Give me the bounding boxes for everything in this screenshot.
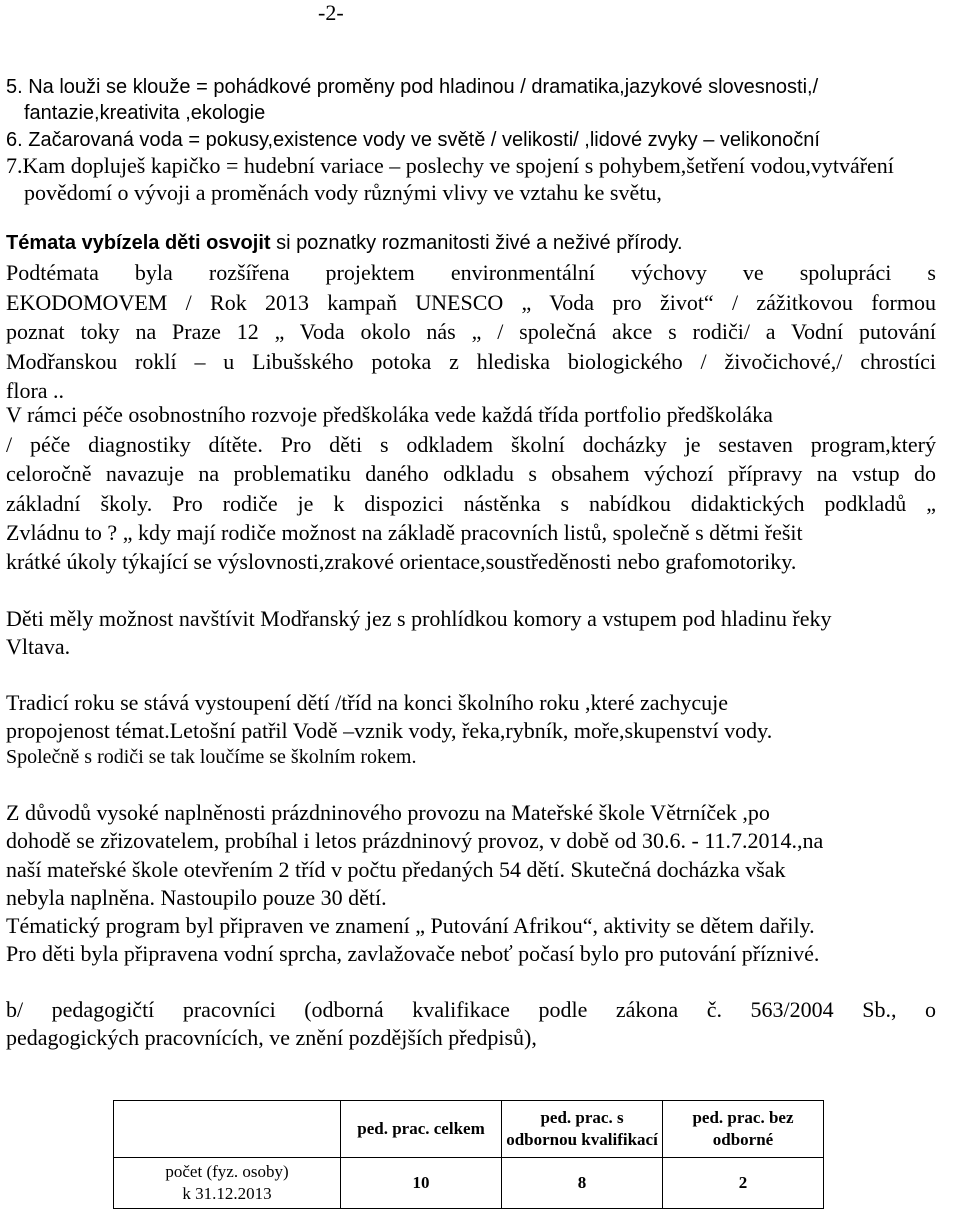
row-label-date: k 31.12.2013 <box>182 1184 272 1203</box>
table-row <box>114 1101 824 1158</box>
subthemes-line: flora .. <box>6 378 65 403</box>
list-item-7-line2: povědomí o vývoji a proměnách vody různými vlivy ve vztahu ke světu, <box>24 180 662 205</box>
table-value-cell: 8 <box>502 1158 663 1209</box>
staff-heading-line2: pedagogických pracovnících, ve znění pozdějších předpisů), <box>6 1025 537 1050</box>
staff-table <box>113 1100 824 1209</box>
portfolio-line: základní školy. Pro rodiče je k dispozici nástěnka s nabídkou didaktických podkladů „ <box>6 491 936 516</box>
visit-line: Vltava. <box>6 634 71 659</box>
portfolio-line: / péče diagnostiky dítěte. Pro děti s odkladem školní docházky je sestaven program,který <box>6 432 936 457</box>
themes-paragraph <box>6 230 683 256</box>
page-number: -2- <box>318 0 344 25</box>
table-header-cell: ped. prac. celkem <box>341 1101 502 1158</box>
visit-line: Děti měly možnost navštívit Modřanský jez s prohlídkou komory a vstupem pod hladinu řeky <box>6 606 832 631</box>
portfolio-line: Zvládnu to ? „ kdy mají rodiče možnost na základě pracovních listů, společně s dětmi řešit <box>6 520 803 545</box>
table-value-cell: 2 <box>663 1158 824 1209</box>
tradition-line: propojenost témat.Letošní patřil Vodě –vznik vody, řeka,rybník, moře,skupenství vody. <box>6 718 773 743</box>
holiday-line: naší mateřské škole otevřením 2 tříd v počtu předaných 54 dětí. Skutečná docházka však <box>6 857 786 882</box>
row-label-text: počet (fyz. osoby) <box>165 1162 289 1181</box>
staff-heading-line1: b/ pedagogičtí pracovníci (odborná kvalifikace podle zákona č. 563/2004 Sb., o <box>6 997 936 1022</box>
portfolio-line: celoročně navazuje na problematiku daného odkladu s obsahem výchozí přípravy na vstup do <box>6 461 936 486</box>
table-header-cell: ped. prac. bez odborné <box>663 1101 824 1158</box>
tradition-line: Společně s rodiči se tak loučíme se školním rokem. <box>6 746 417 768</box>
subthemes-line: Modřanskou roklí – u Libušského potoka z hlediska biologického / živočichové,/ chrostíci <box>6 349 936 374</box>
table-corner-cell <box>114 1101 341 1158</box>
themes-bold: Témata vybízela děti osvojit <box>6 232 271 254</box>
list-item-6: 6. Začarovaná voda = pokusy,existence vody ve světě / velikosti/ ,lidové zvyky – velikonoční <box>6 129 820 151</box>
list-item-5-line2: fantazie,kreativita ,ekologie <box>24 102 266 124</box>
subthemes-line: Podtémata byla rozšířena projektem environmentální výchovy ve spolupráci s <box>6 260 936 285</box>
list-item-7-line1: 7.Kam dopluješ kapičko = hudební variace – poslechy ve spojení s pohybem,šetření vodou,vytváření <box>6 153 894 178</box>
tradition-line: Tradicí roku se stává vystoupení dětí /tříd na konci školního roku ,které zachycuje <box>6 690 728 715</box>
holiday-line: Z důvodů vysoké naplněnosti prázdninového provozu na Mateřské škole Větrníček ,po <box>6 800 770 825</box>
holiday-line: Pro děti byla připravena vodní sprcha, zavlažovače neboť počasí bylo pro putování příznivé. <box>6 941 820 966</box>
subthemes-line: EKODOMOVEM / Rok 2013 kampaň UNESCO „ Voda pro život“ / zážitkovou formou <box>6 290 936 315</box>
themes-rest: si poznatky rozmanitosti živé a neživé přírody. <box>270 232 683 254</box>
holiday-line: Tématický program byl připraven ve znamení „ Putování Afrikou“, aktivity se dětem dařily. <box>6 913 815 938</box>
table-value-cell: 10 <box>341 1158 502 1209</box>
holiday-line: nebyla naplněna. Nastoupilo pouze 30 dětí. <box>6 885 387 910</box>
table-row <box>114 1158 824 1209</box>
table-header-cell: ped. prac. s odbornou kvalifikací <box>502 1101 663 1158</box>
table-row-label <box>114 1158 341 1209</box>
subthemes-line: poznat toky na Praze 12 „ Voda okolo nás „ / společná akce s rodiči/ a Vodní putování <box>6 319 936 344</box>
portfolio-line: krátké úkoly týkající se výslovnosti,zrakové orientace,soustředěnosti nebo grafomotoriky. <box>6 549 797 574</box>
portfolio-line: V rámci péče osobnostního rozvoje předškoláka vede každá třída portfolio předškoláka <box>6 402 773 427</box>
list-item-5-line1: 5. Na louži se klouže = pohádkové proměny pod hladinou / dramatika,jazykové slovesnosti,/ <box>6 76 819 98</box>
holiday-line: dohodě se zřizovatelem, probíhal i letos prázdninový provoz, v době od 30.6. - 11.7.2014.,na <box>6 828 824 853</box>
